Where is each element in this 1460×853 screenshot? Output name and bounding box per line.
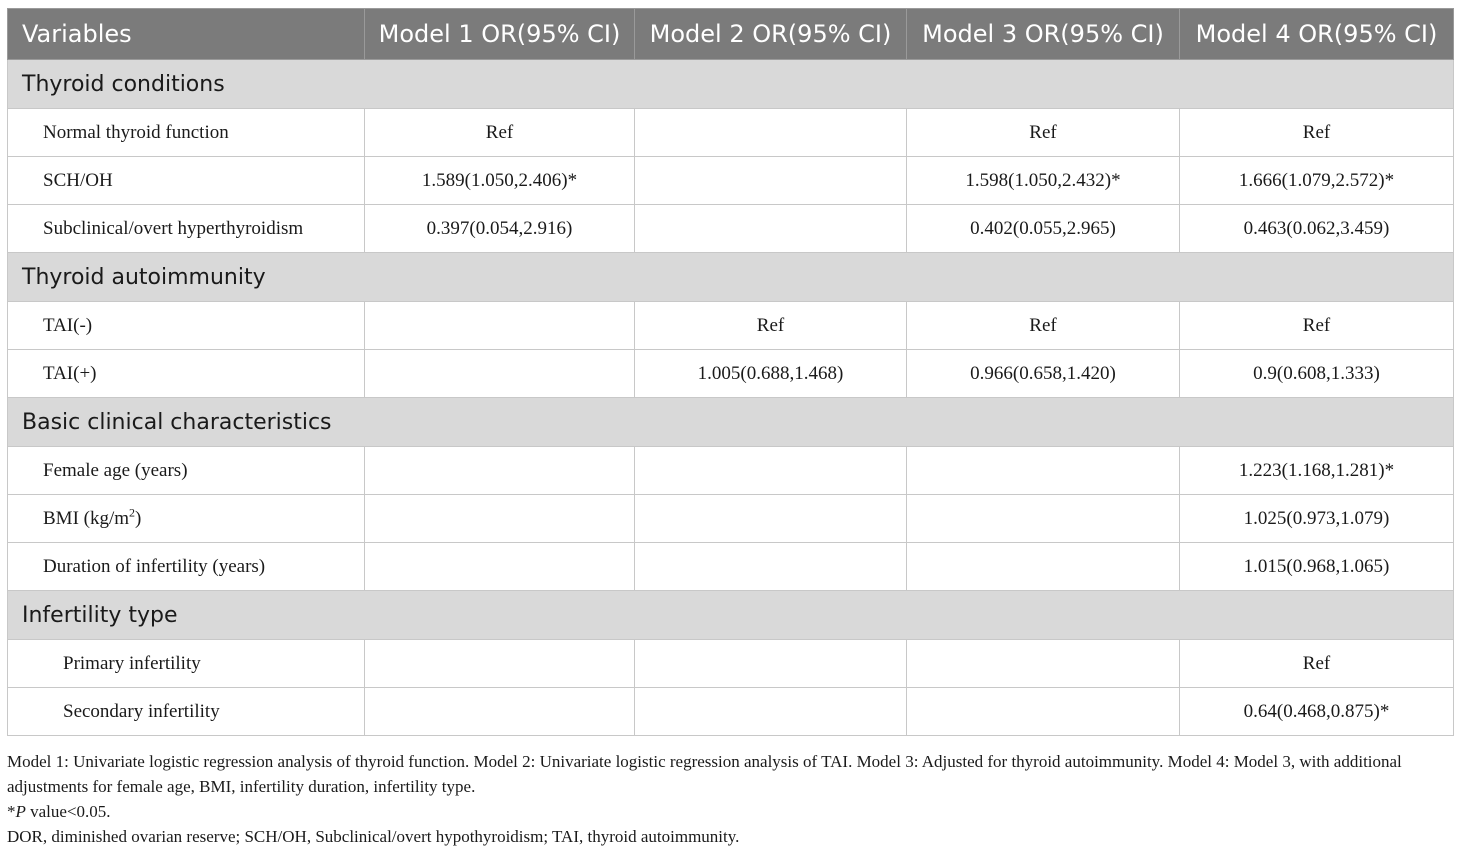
- table-cell: [635, 447, 907, 495]
- table-cell: [907, 688, 1180, 736]
- table-cell: 1.005(0.688,1.468): [635, 350, 907, 398]
- table-cell: [365, 543, 635, 591]
- table-cell: [365, 688, 635, 736]
- table-cell: [635, 157, 907, 205]
- row-label: Subclinical/overt hyperthyroidism: [8, 205, 365, 253]
- table-cell: 0.463(0.062,3.459): [1180, 205, 1454, 253]
- bmi-label-close: ): [135, 507, 142, 529]
- row-label: Primary infertility: [8, 640, 365, 688]
- table-row: [8, 543, 1454, 591]
- table-cell: Ref: [907, 302, 1180, 350]
- table-cell: [907, 447, 1180, 495]
- table-cell: [365, 350, 635, 398]
- table-cell: [907, 543, 1180, 591]
- bmi-label-text: BMI (kg/m: [43, 507, 130, 529]
- row-label: TAI(+): [8, 350, 365, 398]
- header-model-1: Model 1 OR(95% CI): [365, 9, 635, 60]
- section-row: [8, 398, 1454, 447]
- row-label: Normal thyroid function: [8, 109, 365, 157]
- table-cell: [365, 640, 635, 688]
- table-cell: Ref: [365, 109, 635, 157]
- table-cell: Ref: [907, 109, 1180, 157]
- table-cell: [635, 205, 907, 253]
- table-cell: [635, 640, 907, 688]
- table-footnotes: [7, 749, 1453, 849]
- table-cell: 1.223(1.168,1.281)*: [1180, 447, 1454, 495]
- significance-rest: value<0.05.: [25, 802, 111, 821]
- table-row: [8, 109, 1454, 157]
- row-label: Secondary infertility: [8, 688, 365, 736]
- section-row: [8, 60, 1454, 109]
- section-row: [8, 253, 1454, 302]
- table-cell: 1.598(1.050,2.432)*: [907, 157, 1180, 205]
- table-cell: [635, 109, 907, 157]
- section-title: Thyroid conditions: [8, 60, 1454, 109]
- table-cell: 1.666(1.079,2.572)*: [1180, 157, 1454, 205]
- table-cell: [365, 302, 635, 350]
- table-cell: 1.015(0.968,1.065): [1180, 543, 1454, 591]
- table-cell: 0.64(0.468,0.875)*: [1180, 688, 1454, 736]
- bmi-label-superscript: 2: [129, 505, 136, 520]
- table-cell: [907, 495, 1180, 543]
- table-cell: [907, 640, 1180, 688]
- table-cell: Ref: [1180, 640, 1454, 688]
- table-cell: [365, 495, 635, 543]
- table-cell: 0.966(0.658,1.420): [907, 350, 1180, 398]
- table-cell: [365, 447, 635, 495]
- header-model-3: Model 3 OR(95% CI): [907, 9, 1180, 60]
- section-title: Thyroid autoimmunity: [8, 253, 1454, 302]
- significance-p: P: [15, 802, 26, 821]
- section-row: [8, 591, 1454, 640]
- header-row: [8, 9, 1454, 60]
- header-model-2: Model 2 OR(95% CI): [635, 9, 907, 60]
- row-label: SCH/OH: [8, 157, 365, 205]
- table-cell: Ref: [1180, 109, 1454, 157]
- table-cell: 0.9(0.608,1.333): [1180, 350, 1454, 398]
- footnote-abbreviations: DOR, diminished ovarian reserve; SCH/OH, Subclinical/overt hypothyroidism; TAI, thyroid autoimmunity.: [7, 827, 740, 846]
- regression-table: [7, 8, 1454, 736]
- table-cell: Ref: [1180, 302, 1454, 350]
- row-label: TAI(-): [8, 302, 365, 350]
- table-row: [8, 640, 1454, 688]
- table-row: [8, 495, 1454, 543]
- header-model-4: Model 4 OR(95% CI): [1180, 9, 1454, 60]
- table-cell: 0.397(0.054,2.916): [365, 205, 635, 253]
- table-cell: [635, 688, 907, 736]
- table-row: [8, 302, 1454, 350]
- table-cell: Ref: [635, 302, 907, 350]
- table-row: [8, 157, 1454, 205]
- table-cell: [635, 495, 907, 543]
- table-cell: 1.025(0.973,1.079): [1180, 495, 1454, 543]
- significance-star: *: [7, 802, 16, 821]
- row-label: Female age (years): [8, 447, 365, 495]
- table-row: [8, 688, 1454, 736]
- table-cell: 1.589(1.050,2.406)*: [365, 157, 635, 205]
- table-row: [8, 447, 1454, 495]
- table-cell: 0.402(0.055,2.965): [907, 205, 1180, 253]
- table-row: [8, 350, 1454, 398]
- footnote-significance: [7, 799, 1453, 824]
- row-label: [8, 495, 365, 543]
- section-title: Basic clinical characteristics: [8, 398, 1454, 447]
- section-title: Infertility type: [8, 591, 1454, 640]
- header-variables: Variables: [8, 9, 365, 60]
- table-row: [8, 205, 1454, 253]
- table-cell: [635, 543, 907, 591]
- regression-table-container: [7, 8, 1453, 736]
- row-label: Duration of infertility (years): [8, 543, 365, 591]
- footnote-models: Model 1: Univariate logistic regression analysis of thyroid function. Model 2: Univariate logistic regression analysis of TAI. Model 3: Adjusted for thyroid autoimmunity. Model 4: Model 3, with additional adjustments for female age, BMI, infertility duration, infertility type.: [7, 752, 1402, 796]
